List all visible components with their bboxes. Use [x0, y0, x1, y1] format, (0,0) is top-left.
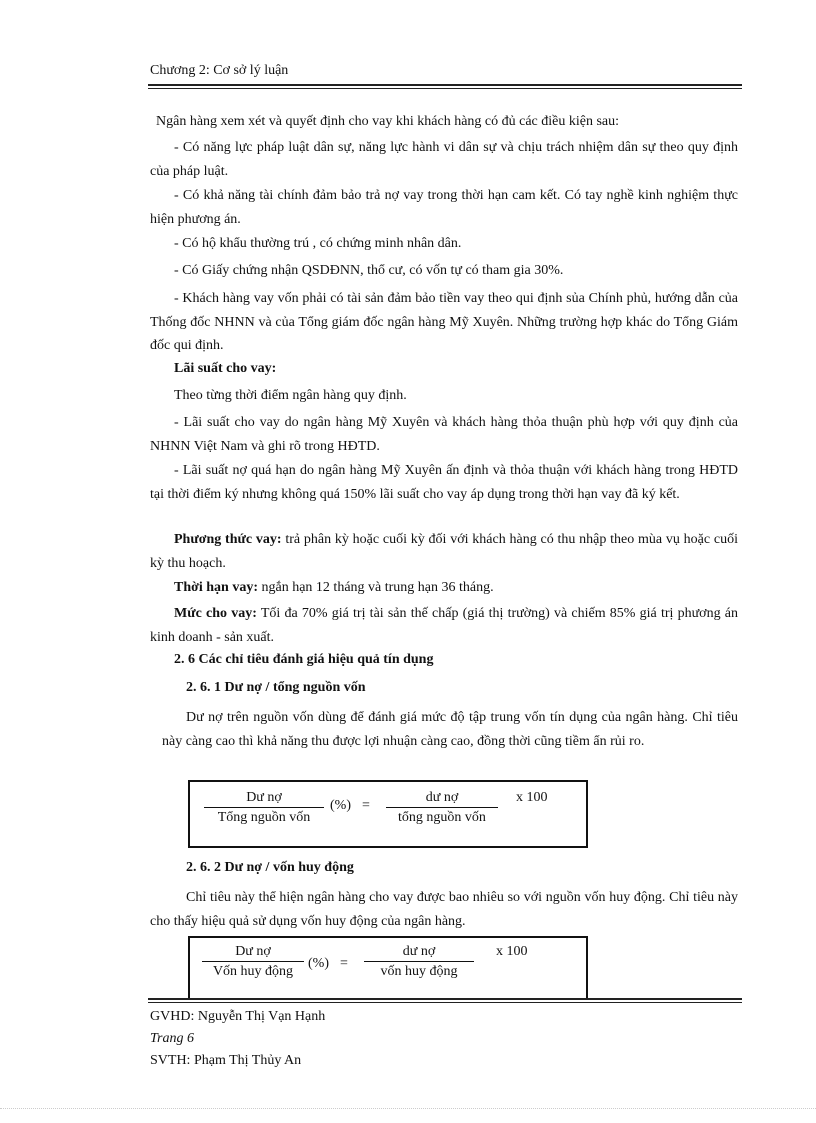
formula-1-left-fraction — [204, 790, 324, 826]
loan-method-text: trả phân kỳ hoặc cuối kỳ đối với khách hàng có thu nhập theo mùa vụ hoặc cuối kỳ thu hoạch. — [150, 532, 738, 571]
loan-amount-label: Mức cho vay: — [174, 606, 257, 621]
formula-1-left-numerator: Dư nợ — [204, 790, 324, 808]
header-rule — [148, 84, 742, 86]
loan-term — [150, 576, 738, 600]
loan-method — [150, 528, 738, 575]
footer-advisor: GVHD: Nguyễn Thị Vạn Hạnh — [150, 1009, 326, 1024]
formula-2-left-fraction — [202, 944, 304, 980]
formula-2-equals: = — [340, 956, 348, 971]
chapter-header: Chương 2: Cơ sở lý luận — [150, 63, 289, 78]
footer-student: SVTH: Phạm Thị Thủy An — [150, 1053, 302, 1068]
footer — [150, 1006, 325, 1072]
page-bottom-divider — [0, 1108, 816, 1109]
formula-2-right-numerator: dư nợ — [364, 944, 474, 962]
condition-item: - Có Giấy chứng nhận QSDĐNN, thổ cư, có vốn tự có tham gia 30%. — [174, 263, 564, 278]
formula-1-percent: (%) — [330, 798, 351, 813]
subsection-2-title: 2. 6. 2 Dư nợ / vốn huy động — [186, 860, 354, 875]
formula-2-left-denominator: Vốn huy động — [212, 964, 294, 979]
footer-page-number: Trang 6 — [150, 1031, 194, 1046]
formula-box-2 — [188, 936, 588, 1000]
loan-amount-text: Tối đa 70% giá trị tài sản thế chấp (giá thị trường) và chiếm 85% giá trị phương án kinh doanh - sản xuất. — [150, 606, 738, 645]
subsection-1-desc: Dư nợ trên nguồn vốn dùng để đánh giá mức độ tập trung vốn tín dụng của ngân hàng. Chỉ tiêu này càng cao thì khả năng thu được lợi nhuận càng cao, đồng thời cũng tiềm ẩn rủi ro. — [162, 710, 738, 749]
formula-2-percent: (%) — [308, 956, 329, 971]
loan-method-label: Phương thức vay: — [174, 532, 282, 547]
condition-item: - Có khả năng tài chính đảm bảo trả nợ vay trong thời hạn cam kết. Có tay nghề kinh nghiệm thực hiện phương án. — [150, 188, 738, 227]
formula-box-1 — [188, 780, 588, 848]
intro-text: Ngân hàng xem xét và quyết định cho vay khi khách hàng có đủ các điều kiện sau: — [156, 114, 620, 129]
formula-1-left-denominator: Tổng nguồn vốn — [217, 810, 311, 825]
formula-1-right-numerator: dư nợ — [386, 790, 498, 808]
formula-2-right-denominator: vốn huy động — [380, 964, 458, 979]
interest-text-3: - Lãi suất nợ quá hạn do ngân hàng Mỹ Xuyên ấn định và thỏa thuận với khách hàng trong HĐTD tại thời điểm ký nhưng không quá 150% lãi suất cho vay áp dụng trong thời hạn vay đã ký kết. — [150, 463, 738, 502]
footer-rule-thin — [148, 1002, 742, 1003]
interest-text-1: Theo từng thời điểm ngân hàng quy định. — [174, 388, 407, 403]
condition-item: - Có năng lực pháp luật dân sự, năng lực hành vi dân sự và chịu trách nhiệm dân sự theo quy định của pháp luật. — [150, 140, 738, 179]
condition-item: - Khách hàng vay vốn phải có tài sản đảm bảo tiền vay theo qui định sủa Chính phủ, hướng dẫn của Thống đốc NHNN và của Tổng giám đốc ngân hàng Mỹ Xuyên. Những trường hợp khác do Tổng Giám đốc qui định. — [150, 291, 738, 353]
footer-rule — [148, 998, 742, 1000]
subsection-1-title: 2. 6. 1 Dư nợ / tổng nguồn vốn — [186, 680, 366, 695]
formula-1-right-fraction — [386, 790, 498, 826]
formula-1-equals: = — [362, 798, 370, 813]
formula-2-right-fraction — [364, 944, 474, 980]
loan-amount — [150, 602, 738, 649]
subsection-2-desc: Chỉ tiêu này thể hiện ngân hàng cho vay được bao nhiêu so với nguồn vốn huy động. Chỉ tiêu này cho thấy hiệu quả sử dụng vốn huy động của ngân hàng. — [150, 890, 738, 929]
formula-2-left-numerator: Dư nợ — [202, 944, 304, 962]
formula-2-multiplier: x 100 — [496, 944, 528, 959]
formula-1-multiplier: x 100 — [516, 790, 548, 805]
header-rule-thin — [148, 88, 742, 89]
loan-term-text: ngắn hạn 12 tháng và trung hạn 36 tháng. — [258, 580, 494, 595]
section-title: 2. 6 Các chỉ tiêu đánh giá hiệu quả tín dụng — [174, 652, 434, 667]
condition-item: - Có hộ khẩu thường trú , có chứng minh nhân dân. — [174, 236, 462, 251]
formula-1-right-denominator: tổng nguồn vốn — [398, 810, 486, 825]
loan-term-label: Thời hạn vay: — [174, 580, 258, 595]
interest-heading: Lãi suất cho vay: — [174, 361, 277, 376]
interest-text-2: - Lãi suất cho vay do ngân hàng Mỹ Xuyên và khách hàng thỏa thuận phù hợp với quy định của NHNN Việt Nam và ghi rõ trong HĐTD. — [150, 415, 738, 454]
